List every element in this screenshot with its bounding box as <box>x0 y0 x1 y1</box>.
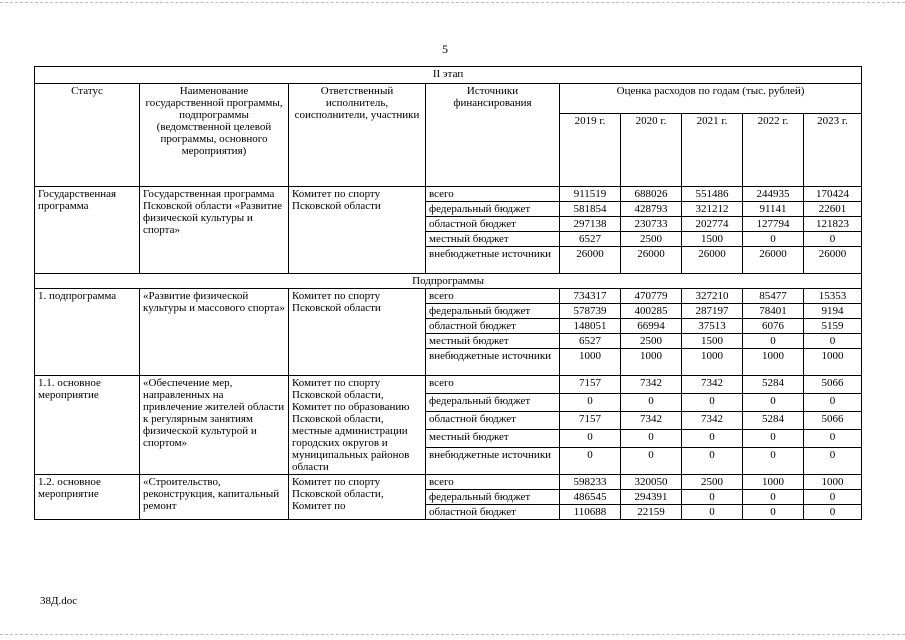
source-cell: всего <box>426 376 560 394</box>
program-name-cell: «Обеспечение мер, направленных на привлечение жителей области к регулярным занятиям физической культурой и спортом» <box>140 376 289 475</box>
value-cell: 2500 <box>621 334 682 349</box>
value-cell: 0 <box>743 394 804 412</box>
value-cell: 26000 <box>682 247 743 274</box>
responsible-cell: Комитет по спорту Псковской области, Комитет по образованию Псковской области, местные администрации городских округов и муниципальных районов области <box>289 376 426 475</box>
source-cell: всего <box>426 289 560 304</box>
value-cell: 7157 <box>560 412 621 430</box>
value-cell: 170424 <box>804 187 862 202</box>
source-cell: федеральный бюджет <box>426 490 560 505</box>
header-row <box>35 84 862 114</box>
value-cell: 0 <box>621 448 682 475</box>
source-cell: всего <box>426 187 560 202</box>
value-cell: 148051 <box>560 319 621 334</box>
value-cell: 230733 <box>621 217 682 232</box>
value-cell: 26000 <box>804 247 862 274</box>
value-cell: 22159 <box>621 505 682 520</box>
header-year: 2020 г. <box>621 114 682 187</box>
value-cell: 297138 <box>560 217 621 232</box>
source-cell: местный бюджет <box>426 232 560 247</box>
value-cell: 321212 <box>682 202 743 217</box>
value-cell: 110688 <box>560 505 621 520</box>
value-cell: 78401 <box>743 304 804 319</box>
value-cell: 0 <box>804 490 862 505</box>
source-cell: внебюджетные источники <box>426 349 560 376</box>
value-cell: 294391 <box>621 490 682 505</box>
value-cell: 0 <box>743 430 804 448</box>
value-cell: 1500 <box>682 334 743 349</box>
source-cell: областной бюджет <box>426 505 560 520</box>
status-cell: Государственная программа <box>35 187 140 274</box>
bottom-scan-edge <box>0 634 905 635</box>
expenses-table <box>34 66 862 520</box>
value-cell: 0 <box>804 334 862 349</box>
table-row <box>35 475 862 490</box>
value-cell: 66994 <box>621 319 682 334</box>
value-cell: 0 <box>682 505 743 520</box>
header-sources: Источники финансирования <box>426 84 560 187</box>
value-cell: 400285 <box>621 304 682 319</box>
value-cell: 1000 <box>743 475 804 490</box>
value-cell: 9194 <box>804 304 862 319</box>
value-cell: 470779 <box>621 289 682 304</box>
value-cell: 6076 <box>743 319 804 334</box>
value-cell: 7342 <box>621 412 682 430</box>
value-cell: 598233 <box>560 475 621 490</box>
source-cell: федеральный бюджет <box>426 202 560 217</box>
responsible-cell: Комитет по спорту Псковской области <box>289 187 426 274</box>
value-cell: 7342 <box>682 376 743 394</box>
status-cell: 1. подпрограмма <box>35 289 140 376</box>
source-cell: областной бюджет <box>426 217 560 232</box>
value-cell: 428793 <box>621 202 682 217</box>
responsible-cell: Комитет по спорту Псковской области <box>289 289 426 376</box>
value-cell: 551486 <box>682 187 743 202</box>
source-cell: областной бюджет <box>426 319 560 334</box>
stage-title: II этап <box>35 67 862 84</box>
value-cell: 327210 <box>682 289 743 304</box>
value-cell: 1000 <box>560 349 621 376</box>
value-cell: 127794 <box>743 217 804 232</box>
value-cell: 121823 <box>804 217 862 232</box>
value-cell: 7342 <box>621 376 682 394</box>
header-expenses: Оценка расходов по годам (тыс. рублей) <box>560 84 862 114</box>
value-cell: 7342 <box>682 412 743 430</box>
source-cell: федеральный бюджет <box>426 394 560 412</box>
value-cell: 244935 <box>743 187 804 202</box>
header-name: Наименование государственной программы, подпрограммы (ведомственной целевой программы, основного мероприятия) <box>140 84 289 187</box>
source-cell: местный бюджет <box>426 334 560 349</box>
value-cell: 5066 <box>804 412 862 430</box>
value-cell: 1000 <box>804 475 862 490</box>
value-cell: 734317 <box>560 289 621 304</box>
table-row <box>35 376 862 394</box>
value-cell: 0 <box>682 430 743 448</box>
source-cell: внебюджетные источники <box>426 247 560 274</box>
value-cell: 22601 <box>804 202 862 217</box>
value-cell: 26000 <box>560 247 621 274</box>
header-year: 2022 г. <box>743 114 804 187</box>
value-cell: 85477 <box>743 289 804 304</box>
value-cell: 0 <box>743 490 804 505</box>
value-cell: 6527 <box>560 334 621 349</box>
value-cell: 6527 <box>560 232 621 247</box>
value-cell: 1000 <box>804 349 862 376</box>
value-cell: 0 <box>682 490 743 505</box>
header-status: Статус <box>35 84 140 187</box>
value-cell: 2500 <box>682 475 743 490</box>
program-name-cell: «Строительство, реконструкция, капитальный ремонт <box>140 475 289 520</box>
value-cell: 0 <box>743 334 804 349</box>
status-cell: 1.1. основное мероприятие <box>35 376 140 475</box>
value-cell: 0 <box>743 232 804 247</box>
value-cell: 26000 <box>743 247 804 274</box>
value-cell: 26000 <box>621 247 682 274</box>
source-cell: внебюджетные источники <box>426 448 560 475</box>
source-cell: всего <box>426 475 560 490</box>
value-cell: 0 <box>621 430 682 448</box>
header-year: 2021 г. <box>682 114 743 187</box>
source-cell: областной бюджет <box>426 412 560 430</box>
value-cell: 37513 <box>682 319 743 334</box>
value-cell: 0 <box>682 448 743 475</box>
value-cell: 0 <box>804 448 862 475</box>
value-cell: 0 <box>804 232 862 247</box>
value-cell: 1000 <box>621 349 682 376</box>
stage-row <box>35 67 862 84</box>
value-cell: 0 <box>560 394 621 412</box>
value-cell: 578739 <box>560 304 621 319</box>
section-subprograms: Подпрограммы <box>35 274 862 289</box>
program-name-cell: Государственная программа Псковской области «Развитие физической культуры и спорта» <box>140 187 289 274</box>
value-cell: 5284 <box>743 376 804 394</box>
table-row <box>35 187 862 202</box>
table-row <box>35 289 862 304</box>
value-cell: 688026 <box>621 187 682 202</box>
value-cell: 0 <box>682 394 743 412</box>
top-scan-edge <box>0 2 905 3</box>
value-cell: 486545 <box>560 490 621 505</box>
value-cell: 1000 <box>743 349 804 376</box>
value-cell: 0 <box>560 448 621 475</box>
page-number: 5 <box>442 42 448 56</box>
program-name-cell: «Развитие физической культуры и массового спорта» <box>140 289 289 376</box>
value-cell: 0 <box>743 505 804 520</box>
subprograms-row <box>35 274 862 289</box>
header-year: 2023 г. <box>804 114 862 187</box>
value-cell: 1000 <box>682 349 743 376</box>
value-cell: 5159 <box>804 319 862 334</box>
value-cell: 581854 <box>560 202 621 217</box>
value-cell: 0 <box>743 448 804 475</box>
footer-filename: 38Д.doc <box>40 595 78 607</box>
value-cell: 320050 <box>621 475 682 490</box>
value-cell: 0 <box>621 394 682 412</box>
source-cell: местный бюджет <box>426 430 560 448</box>
value-cell: 0 <box>560 430 621 448</box>
value-cell: 0 <box>804 505 862 520</box>
value-cell: 7157 <box>560 376 621 394</box>
value-cell: 15353 <box>804 289 862 304</box>
status-cell: 1.2. основное мероприятие <box>35 475 140 520</box>
value-cell: 0 <box>804 394 862 412</box>
responsible-cell: Комитет по спорту Псковской области, Комитет по <box>289 475 426 520</box>
value-cell: 1500 <box>682 232 743 247</box>
value-cell: 911519 <box>560 187 621 202</box>
value-cell: 202774 <box>682 217 743 232</box>
value-cell: 91141 <box>743 202 804 217</box>
value-cell: 5284 <box>743 412 804 430</box>
header-responsible: Ответственный исполнитель, соисполнители, участники <box>289 84 426 187</box>
source-cell: федеральный бюджет <box>426 304 560 319</box>
header-year: 2019 г. <box>560 114 621 187</box>
value-cell: 0 <box>804 430 862 448</box>
value-cell: 287197 <box>682 304 743 319</box>
value-cell: 2500 <box>621 232 682 247</box>
value-cell: 5066 <box>804 376 862 394</box>
